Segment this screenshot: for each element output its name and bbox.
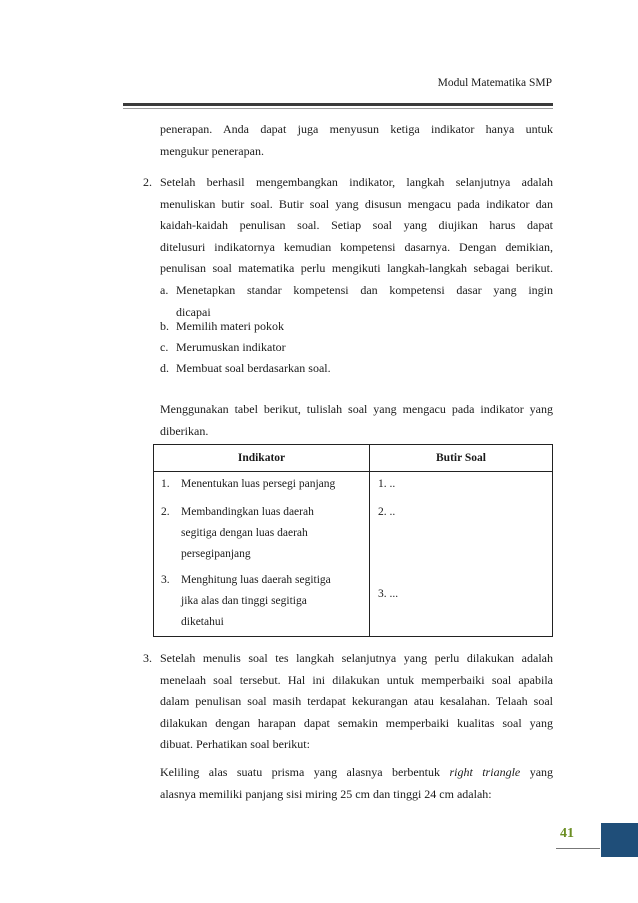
text-line: menelaah soal tersebut. Hal ini dilakukan untuk memperbaiki soal apabila xyxy=(160,672,553,687)
item2-paragraph xyxy=(160,172,553,280)
step-letter: d. xyxy=(160,361,169,375)
step-letter: b. xyxy=(160,319,169,333)
text-line: Setelah berhasil mengembangkan indikator, langkah selanjutnya adalah xyxy=(160,175,553,189)
answer-placeholder: 2. .. xyxy=(378,506,396,518)
text-line: ditelusuri indikatornya kemudian kompetensi dasarnya. Dengan demikian, xyxy=(160,239,553,254)
text-line: alasnya memiliki panjang sisi miring 25 cm dan tinggi 24 cm adalah: xyxy=(160,786,492,801)
step-text: Memilih materi pokok xyxy=(176,319,284,333)
row-number: 2. xyxy=(161,506,170,518)
step-letter: a. xyxy=(160,283,169,297)
step-text: Membuat soal berdasarkan soal. xyxy=(176,361,331,375)
example-problem xyxy=(160,762,553,805)
text-line: mengukur penerapan. xyxy=(160,143,264,158)
table-row xyxy=(154,566,553,637)
column-header: Indikator xyxy=(154,445,370,472)
answer-placeholder: 1. .. xyxy=(378,478,396,490)
text-line xyxy=(160,762,553,784)
example-text: Keliling alas suatu prisma yang alasnya berbentuk xyxy=(160,765,440,779)
text-line: Menetapkan standar kompetensi dan kompetensi dasar yang ingin xyxy=(176,283,553,297)
row-number: 1. xyxy=(161,478,170,490)
step-text: Merumuskan indikator xyxy=(176,340,286,354)
indicator-text: jika alas dan tinggi segitiga xyxy=(181,595,307,607)
step-letter: c. xyxy=(160,340,169,354)
indicator-table xyxy=(153,444,553,637)
answer-placeholder: 3. ... xyxy=(378,588,399,600)
indicator-text: Menentukan luas persegi panjang xyxy=(181,478,336,490)
header-title: Modul Matematika SMP xyxy=(437,77,552,89)
header-rule-thin xyxy=(123,108,553,109)
example-text: yang xyxy=(529,765,554,779)
text-line: dilakukan dengan harapan dapat semakin memperbaiki kualitas soal yang xyxy=(160,715,553,730)
task-instruction xyxy=(160,399,553,442)
text-line: dicapai xyxy=(176,304,211,319)
column-header: Butir Soal xyxy=(370,445,553,472)
table-row xyxy=(154,502,553,566)
text-line: diberikan. xyxy=(160,423,209,438)
text-line: penulisan soal matematika perlu mengikuti langkah-langkah sebagai berikut. xyxy=(160,261,553,275)
text-line: Menggunakan tabel berikut, tulislah soal yang mengacu pada indikator yang xyxy=(160,402,553,416)
table-row xyxy=(154,472,553,503)
text-line: dibuat. Perhatikan soal berikut: xyxy=(160,737,310,751)
list-number: 2. xyxy=(143,175,152,189)
header-rule xyxy=(123,103,553,106)
text-line: menuliskan butir soal. Butir soal yang disusun mengacu pada indikator dan xyxy=(160,196,553,211)
page-number: 41 xyxy=(560,826,574,841)
indicator-text: persegipanjang xyxy=(181,548,251,560)
text-line: penerapan. Anda dapat juga menyusun ketiga indikator hanya untuk xyxy=(160,122,553,136)
indicator-text: Menghitung luas daerah segitiga xyxy=(181,574,331,586)
item3-paragraph xyxy=(160,648,553,756)
text-line: Setelah menulis soal tes langkah selanjutnya yang perlu dilakukan adalah xyxy=(160,651,553,665)
row-number: 3. xyxy=(161,574,170,586)
page-number-rule xyxy=(556,848,600,849)
indicator-text: diketahui xyxy=(181,616,224,628)
page-corner-box xyxy=(601,823,638,857)
continuation-paragraph xyxy=(160,119,553,162)
indicator-text: segitiga dengan luas daerah xyxy=(181,527,308,539)
indicator-text: Membandingkan luas daerah xyxy=(181,506,314,518)
text-line: dalam penulisan soal masih terdapat kekurangan atau kesalahan. Telaah soal xyxy=(160,694,553,708)
list-number: 3. xyxy=(143,651,152,665)
example-italic: right triangle xyxy=(449,765,521,779)
text-line: kaidah-kaidah penulisan soal. Setiap soal yang diujikan harus dapat xyxy=(160,218,553,232)
table-header-row xyxy=(154,445,553,472)
